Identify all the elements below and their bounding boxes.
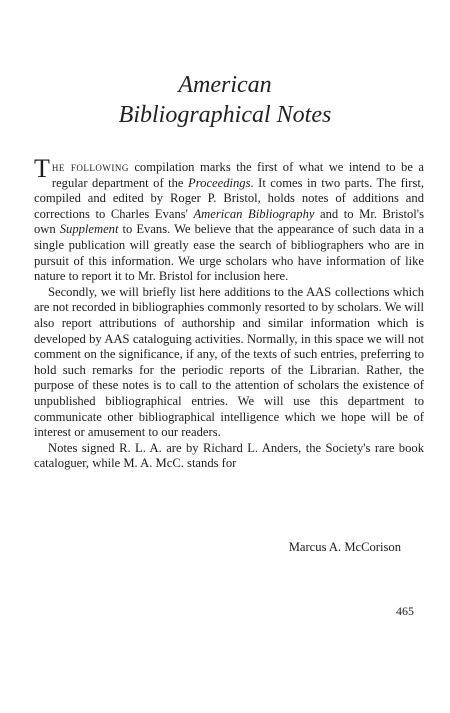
paragraph-intro-text-c: and to Mr. Bristol's own [34, 206, 424, 237]
paragraph-intro-text-a: compilation marks the first of what we intend to be a regular department of the [51, 160, 425, 190]
page-title-line-1: American [178, 72, 272, 98]
paragraph-intro-text-b: . It comes in two parts. The first, compiled and edited by Roger P. Bristol, holds notes of additions and corrections to Charles Evans' [34, 175, 425, 221]
page-title-line-2: Bibliographical Notes [118, 102, 332, 128]
proceedings-title: Proceedings [188, 175, 251, 190]
paragraph-second: Secondly, we will briefly list here additions to the AAS collections which are not recorded in bibliographies commonly resorted to by scholars. We will also report attributions of authorship and similar information which is developed by AAS cataloguing activities. Normally, in this space we will not comment on the significance, if any, of the texts of such entries, preferring to hold such remarks for the periodic reports of the Librarian. Rather, the purpose of these notes is to call to the attention of scholars the existence of unpublished bibliographical entries. We will use this department to communicate other bibliographical intelligence which we hope will be of interest or amusement to our readers. [34, 284, 424, 440]
paragraph-third: Notes signed R. L. A. are by Richard L. Anders, the Society's rare book cataloguer, while M. A. McC. stands for [34, 440, 424, 471]
supplement-title: Supplement [59, 222, 119, 237]
page-number: 465 [396, 604, 414, 618]
paragraph-intro [34, 154, 425, 285]
author-signature: Marcus A. McCorison [288, 540, 401, 554]
drop-cap: T [34, 154, 50, 183]
american-bibliography-title: American Bibliography [193, 206, 315, 221]
paragraph-intro-text-d: to Evans. We believe that the appearance of such data in a single publication will greatly ease the search of bibliographers who are in pursuit of this information. We urge scholars who have information of like nature to report it to Mr. Bristol for inclusion here. [34, 222, 424, 284]
opening-small-caps: he following [51, 160, 129, 174]
article-body [34, 154, 425, 472]
